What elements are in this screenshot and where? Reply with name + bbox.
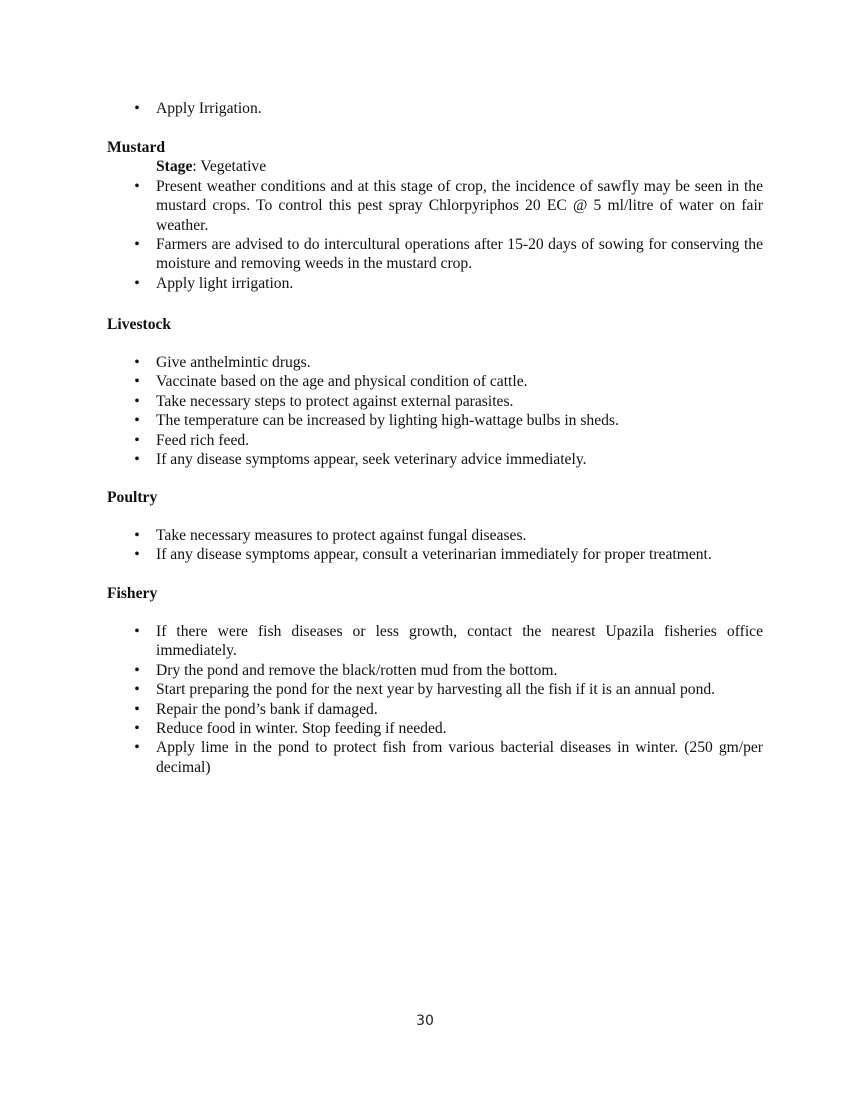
mustard-section: [107, 138, 763, 293]
mustard-heading: Mustard: [107, 139, 166, 156]
poultry-section: [107, 526, 763, 565]
list-item: [107, 622, 763, 661]
list-item-text: Dry the pond and remove the black/rotten mud from the bottom.: [156, 661, 558, 679]
list-item: [107, 661, 763, 680]
list-item: [107, 274, 763, 293]
bullet-icon: •: [134, 177, 140, 195]
fishery-heading: Fishery: [107, 585, 158, 602]
list-item: [107, 526, 763, 545]
list-item-text: Apply light irrigation.: [156, 274, 294, 292]
list-item-text: Apply lime in the pond to protect fish from various bacterial diseases in winter. (250 gm/per decimal): [156, 739, 763, 776]
bullet-icon: •: [134, 412, 140, 430]
list-item-text: The temperature can be increased by lighting high-wattage bulbs in sheds.: [156, 412, 619, 430]
bullet-icon: •: [134, 354, 140, 371]
bullet-icon: •: [134, 274, 140, 292]
list-item-text: Farmers are advised to do intercultural operations after 15-20 days of sowing for conserving the moisture and removing weeds in the mustard crop.: [156, 236, 763, 273]
livestock-heading: Livestock: [107, 316, 172, 333]
bullet-icon: •: [134, 527, 140, 544]
bullet-icon: •: [134, 373, 140, 391]
list-item: [107, 431, 763, 450]
fishery-section: [107, 622, 763, 777]
list-item: [107, 411, 763, 430]
mustard-stage: [107, 157, 763, 176]
list-item: [107, 177, 763, 235]
list-item-text: Take necessary steps to protect against external parasites.: [156, 392, 514, 410]
list-item: [107, 719, 763, 738]
top-section: [107, 99, 763, 118]
list-item-text: If any disease symptoms appear, consult a veterinarian immediately for proper treatment.: [156, 546, 712, 564]
livestock-bullet-list: [107, 353, 763, 469]
stage-label: Stage: [156, 158, 193, 176]
list-item: [107, 680, 763, 699]
list-item: [107, 450, 763, 469]
list-item: [107, 235, 763, 274]
list-item-text: Reduce food in winter. Stop feeding if needed.: [156, 720, 447, 738]
bullet-icon: •: [134, 681, 140, 699]
bullet-icon: •: [134, 623, 140, 640]
bullet-icon: •: [134, 661, 140, 679]
list-item-text: Start preparing the pond for the next year by harvesting all the fish if it is an annual pond.: [156, 681, 716, 699]
livestock-heading-wrap: [107, 315, 763, 334]
list-item-text: Give anthelmintic drugs.: [156, 354, 311, 371]
list-item-text: Present weather conditions and at this stage of crop, the incidence of sawfly may be seen in the mustard crops. To control this pest spray Chlorpyriphos 20 EC @ 5 ml/litre of water on fair weather.: [156, 177, 763, 234]
poultry-bullet-list: [107, 526, 763, 565]
fishery-bullet-list: [107, 622, 763, 777]
poultry-heading-wrap: [107, 488, 763, 507]
bullet-icon: •: [134, 451, 140, 469]
bullet-icon: •: [134, 720, 140, 738]
bullet-icon: •: [134, 100, 140, 117]
list-item-text: Repair the pond’s bank if damaged.: [156, 700, 378, 718]
livestock-section: [107, 353, 763, 469]
list-item: [107, 738, 763, 777]
list-item: [107, 700, 763, 719]
list-item-text: Take necessary measures to protect against fungal diseases.: [156, 527, 527, 544]
list-item: [107, 545, 763, 564]
list-item-text: Vaccinate based on the age and physical condition of cattle.: [156, 373, 528, 391]
list-item-text: If there were fish diseases or less growth, contact the nearest Upazila fisheries office immediately.: [156, 623, 763, 660]
bullet-icon: •: [134, 431, 140, 449]
list-item-text: If any disease symptoms appear, seek veterinary advice immediately.: [156, 451, 587, 469]
list-item-text: Feed rich feed.: [156, 431, 250, 449]
bullet-icon: •: [134, 700, 140, 718]
top-bullet-list: [107, 99, 763, 118]
list-item: [107, 372, 763, 391]
bullet-icon: •: [134, 546, 140, 564]
bullet-icon: •: [134, 739, 140, 757]
list-item: [107, 392, 763, 411]
list-item: [107, 99, 763, 118]
list-item: [107, 353, 763, 372]
page-number: 30: [416, 1013, 434, 1029]
bullet-icon: •: [134, 392, 140, 410]
poultry-heading: Poultry: [107, 489, 158, 506]
mustard-bullet-list: [107, 177, 763, 293]
stage-value: : Vegetative: [192, 158, 267, 176]
fishery-heading-wrap: [107, 584, 763, 603]
bullet-icon: •: [134, 236, 140, 254]
list-item-text: Apply Irrigation.: [156, 100, 262, 117]
